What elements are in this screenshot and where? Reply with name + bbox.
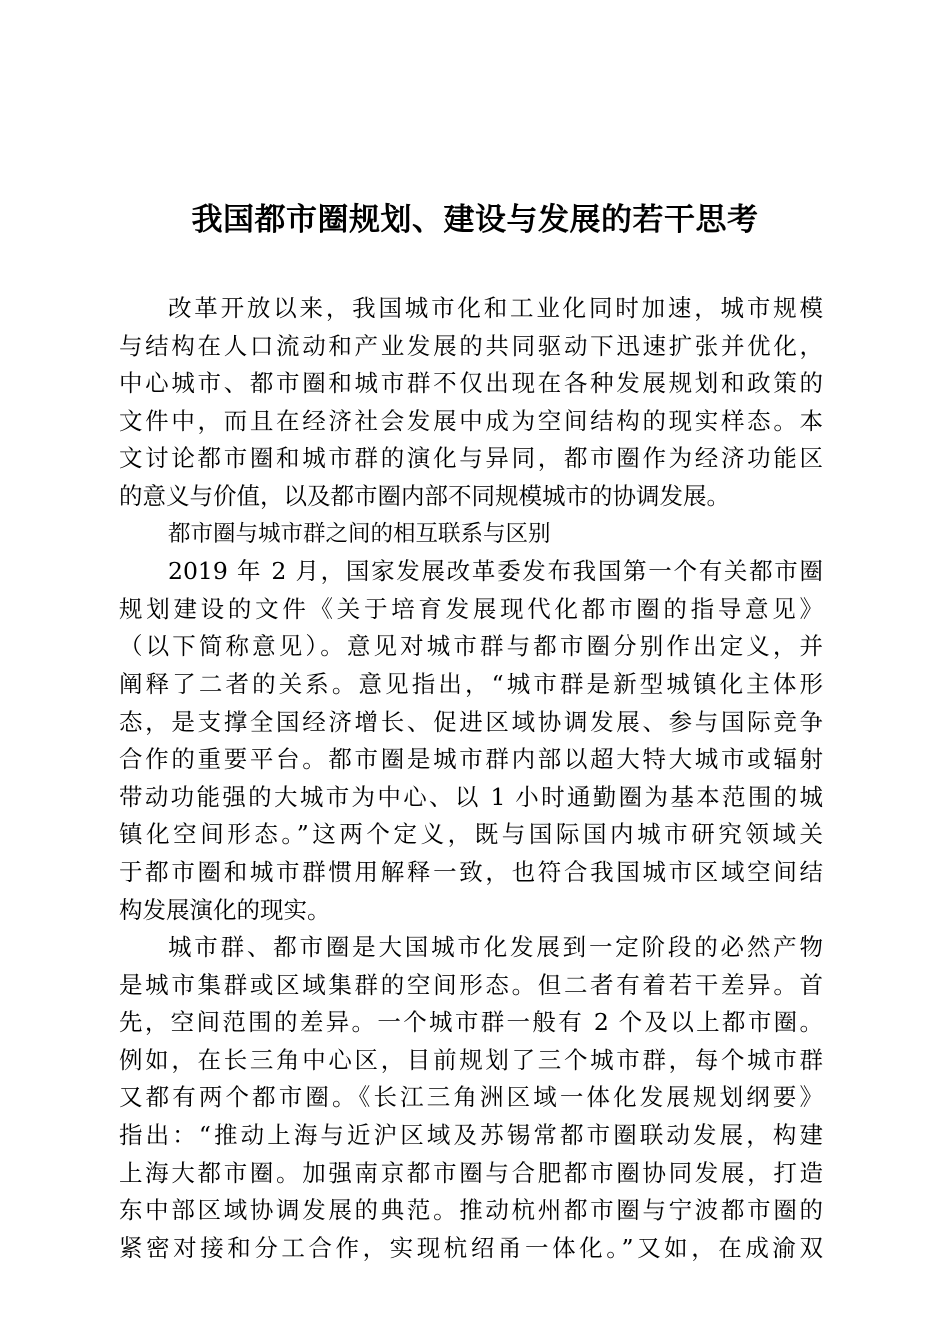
document-title: 我国都市圈规划、建设与发展的若干思考 bbox=[191, 202, 759, 238]
text-line: 2019 年 2 月，国家发展改革委发布我国第一个有关都市圈 bbox=[168, 557, 823, 586]
text-line: 镇化空间形态。”这两个定义，既与国际国内城市研究领域关 bbox=[119, 820, 823, 849]
text-line: 又都有两个都市圈。《长江三角洲区域一体化发展规划纲要》 bbox=[119, 1083, 823, 1112]
text-line: 中心城市、都市圈和城市群不仅出现在各种发展规划和政策的 bbox=[119, 369, 823, 398]
text-line: 上海大都市圈。加强南京都市圈与合肥都市圈协同发展，打造 bbox=[119, 1158, 823, 1187]
text-line: 规划建设的文件《关于培育发展现代化都市圈的指导意见》 bbox=[119, 594, 823, 623]
text-line: 与结构在人口流动和产业发展的共同驱动下迅速扩张并优化， bbox=[119, 331, 823, 360]
text-line: （以下简称意见）。意见对城市群与都市圈分别作出定义，并 bbox=[119, 632, 823, 661]
text-line: 态，是支撑全国经济增长、促进区域协调发展、参与国际竞争 bbox=[119, 707, 823, 736]
text-line: 阐释了二者的关系。意见指出，“城市群是新型城镇化主体形 bbox=[119, 669, 823, 698]
section-heading bbox=[119, 516, 823, 554]
text-line: 东中部区域协调发展的典范。推动杭州都市圈与宁波都市圈的 bbox=[119, 1196, 823, 1225]
text-line: 带动功能强的大城市为中心、以 1 小时通勤圈为基本范围的城 bbox=[119, 782, 823, 811]
text-line: 是城市集群或区域集群的空间形态。但二者有着若干差异。首 bbox=[119, 970, 823, 999]
section-heading-text: 都市圈与城市群之间的相互联系与区别 bbox=[168, 520, 551, 547]
text-line: 紧密对接和分工合作，实现杭绍甬一体化。”又如，在成渝双 bbox=[119, 1233, 823, 1262]
text-line: 城市群、都市圈是大国城市化发展到一定阶段的必然产物 bbox=[168, 933, 823, 962]
text-line: 例如，在长三角中心区，目前规划了三个城市群，每个城市群 bbox=[119, 1045, 823, 1074]
text-line: 指出：“推动上海与近沪区域及苏锡常都市圈联动发展，构建 bbox=[119, 1121, 823, 1150]
text-line: 的意义与价值，以及都市圈内部不同规模城市的协调发展。 bbox=[119, 481, 730, 510]
paragraph-differences bbox=[119, 929, 823, 1267]
text-line: 于都市圈和城市群惯用解释一致，也符合我国城市区域空间结 bbox=[119, 857, 823, 886]
text-line: 先，空间范围的差异。一个城市群一般有 2 个及以上都市圈。 bbox=[119, 1008, 823, 1037]
text-line: 文讨论都市圈和城市群的演化与异同，都市圈作为经济功能区 bbox=[119, 444, 823, 473]
paragraph-definitions bbox=[119, 553, 823, 929]
text-line: 构发展演化的现实。 bbox=[119, 895, 331, 924]
text-line: 文件中，而且在经济社会发展中成为空间结构的现实样态。本 bbox=[119, 406, 823, 435]
paragraph-intro bbox=[119, 290, 823, 516]
text-line: 改革开放以来，我国城市化和工业化同时加速，城市规模 bbox=[168, 294, 823, 322]
document-body bbox=[119, 290, 823, 1267]
text-line: 合作的重要平台。都市圈是城市群内部以超大特大城市或辐射 bbox=[119, 745, 823, 774]
